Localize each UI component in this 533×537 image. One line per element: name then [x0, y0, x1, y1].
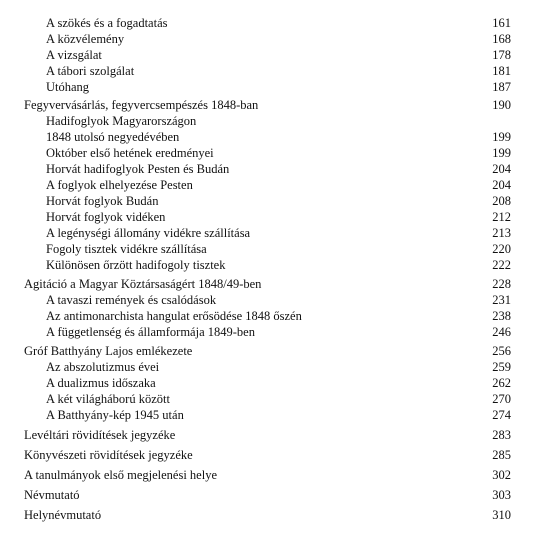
toc-entry-title: Horvát foglyok Budán — [46, 194, 159, 208]
toc-entry-page: 256 — [492, 344, 511, 358]
toc-entry — [46, 15, 511, 32]
toc-entry-page: 168 — [492, 32, 511, 46]
toc-entry-page: 222 — [492, 258, 511, 272]
toc-entry — [24, 507, 511, 524]
toc-entry — [24, 97, 511, 114]
toc-entry — [24, 276, 511, 293]
toc-entry-title: A tanulmányok első megjelenési helye — [24, 468, 218, 482]
toc-entry-page: 199 — [492, 130, 511, 144]
toc-entry — [46, 241, 511, 258]
toc-entry — [46, 308, 511, 325]
toc-entry — [46, 375, 511, 392]
toc-entry-page: 259 — [492, 360, 511, 374]
toc-entry-page: 228 — [492, 277, 511, 291]
toc-entry-title: Az abszolutizmus évei — [46, 360, 160, 374]
toc-entry-page: 246 — [492, 325, 511, 339]
toc-entry-title: Fogoly tisztek vidékre szállítása — [46, 242, 207, 256]
toc-entry-title: Utóhang — [46, 80, 90, 94]
toc-entry-page: 274 — [492, 408, 511, 422]
toc-entry-page: 270 — [492, 392, 511, 406]
toc-entry — [24, 467, 511, 484]
toc-entry-page: 238 — [492, 309, 511, 323]
toc-entry — [24, 487, 511, 504]
toc-entry — [24, 427, 511, 444]
toc-entry-title: Október első hetének eredményei — [46, 146, 214, 160]
toc-entry-title: Levéltári rövidítések jegyzéke — [24, 428, 176, 442]
toc-entry — [46, 359, 511, 376]
toc-entry-page: 262 — [492, 376, 511, 390]
toc-entry-title: Könyvészeti rövidítések jegyzéke — [24, 448, 193, 462]
toc-entry-title: A két világháború között — [46, 392, 170, 406]
toc-entry — [46, 324, 511, 341]
toc-entry-page: 310 — [492, 508, 511, 522]
toc-entry-page: 231 — [492, 293, 511, 307]
toc-entry-title: A tavaszi remények és csalódások — [46, 293, 217, 307]
toc-entry-page: 285 — [492, 448, 511, 462]
toc-entry — [46, 257, 511, 274]
toc-entry-title: A közvélemény — [46, 32, 125, 46]
toc-entry-title: A vizsgálat — [46, 48, 102, 62]
toc-entry-page: 190 — [492, 98, 511, 112]
toc-entry — [24, 343, 511, 360]
toc-entry-page: 208 — [492, 194, 511, 208]
toc-entry-page: 161 — [492, 16, 511, 30]
toc-entry — [24, 447, 511, 464]
toc-entry-page: 181 — [492, 64, 511, 78]
toc-entry — [46, 129, 511, 146]
toc-entry-title: A legénységi állomány vidékre szállítása — [46, 226, 251, 240]
toc-entry-title: 1848 utolsó negyedévében — [46, 130, 180, 144]
toc-entry-title: Agitáció a Magyar Köztársaságért 1848/49-ben — [24, 277, 262, 291]
toc-entry-title: Horvát foglyok vidéken — [46, 210, 166, 224]
toc-entry-title: Gróf Batthyány Lajos emlékezete — [24, 344, 193, 358]
toc-entry — [46, 145, 511, 162]
toc-entry-title: Fegyvervásárlás, fegyvercsempészés 1848-ban — [24, 98, 259, 112]
toc-entry — [46, 47, 511, 64]
toc-entry-page: 302 — [492, 468, 511, 482]
toc-entry-title: Különösen őrzött hadifogoly tisztek — [46, 258, 226, 272]
toc-entry — [46, 391, 511, 408]
toc-entry — [46, 225, 511, 242]
toc-entry-page: 303 — [492, 488, 511, 502]
toc-entry — [46, 79, 511, 96]
toc-entry — [46, 292, 511, 309]
toc-entry-page: 204 — [492, 178, 511, 192]
toc-entry — [46, 407, 511, 424]
toc-entry-title: Horvát hadifoglyok Pesten és Budán — [46, 162, 230, 176]
toc-entry-title: A Batthyány-kép 1945 után — [46, 408, 184, 422]
toc-entry-page: 178 — [492, 48, 511, 62]
toc-entry-page: 204 — [492, 162, 511, 176]
toc-entry — [46, 113, 511, 130]
toc-entry — [46, 193, 511, 210]
toc-entry-page: 199 — [492, 146, 511, 160]
toc-entry — [46, 161, 511, 178]
toc-entry-page: 212 — [492, 210, 511, 224]
toc-entry-page: 283 — [492, 428, 511, 442]
toc-entry-page: 187 — [492, 80, 511, 94]
toc-entry-page: 213 — [492, 226, 511, 240]
toc-entry — [46, 31, 511, 48]
toc-entry-title: Helynévmutató — [24, 508, 102, 522]
toc-entry-title: Névmutató — [24, 488, 80, 502]
toc-entry-title: A tábori szolgálat — [46, 64, 135, 78]
toc-entry-title: A dualizmus időszaka — [46, 376, 156, 390]
toc-entry — [46, 209, 511, 226]
toc-entry-page: 220 — [492, 242, 511, 256]
toc-entry — [46, 177, 511, 194]
toc-entry-title: Az antimonarchista hangulat erősödése 1848 őszén — [46, 309, 302, 323]
toc-entry-title: A függetlenség és államformája 1849-ben — [46, 325, 255, 339]
toc-entry — [46, 63, 511, 80]
toc-entry-title: A szökés és a fogadtatás — [46, 16, 168, 30]
toc-entry-title: A foglyok elhelyezése Pesten — [46, 178, 193, 192]
toc-entry-title: Hadifoglyok Magyarországon — [46, 114, 197, 128]
